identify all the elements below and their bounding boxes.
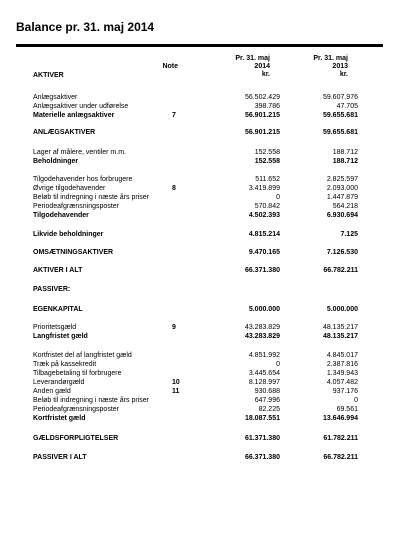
row-value-2013: 5.000.000 xyxy=(326,306,358,313)
row-value-2013: 59.607.976 xyxy=(322,94,358,101)
row-note: 9 xyxy=(172,324,176,331)
row-value-2013: 188.712 xyxy=(332,149,358,156)
row-value-2013: 47.705 xyxy=(336,103,358,110)
row-value-2014: 82.225 xyxy=(258,406,280,413)
row-value-2013: 48.135.217 xyxy=(322,333,358,340)
row-label: OMSÆTNINGSAKTIVER xyxy=(33,249,114,256)
row-value-2014: 398.786 xyxy=(254,103,280,110)
table-row xyxy=(33,202,373,211)
row-value-2014: 930.688 xyxy=(254,388,280,395)
table-row xyxy=(33,184,373,193)
row-value-2014: 5.000.000 xyxy=(248,306,280,313)
row-value-2013: 1.447.879 xyxy=(326,194,358,201)
row-value-2014: 66.371.380 xyxy=(244,454,280,461)
row-value-2014: 66.371.380 xyxy=(244,267,280,274)
row-label: PASSIVER I ALT xyxy=(33,454,87,461)
column-header-2014-line2: 2014 xyxy=(254,63,270,70)
column-header-2013-unit: kr. xyxy=(339,71,348,78)
table-row xyxy=(33,266,373,275)
row-label: Anlægsaktiver xyxy=(33,94,78,101)
row-value-2014: 3.419.899 xyxy=(248,185,280,192)
note-column-header: Note xyxy=(162,63,178,70)
table-row xyxy=(33,193,373,202)
row-value-2014: 56.901.215 xyxy=(244,129,280,136)
table-row xyxy=(33,248,373,257)
row-value-2014: 152.558 xyxy=(254,149,280,156)
row-value-2014: 0 xyxy=(276,194,280,201)
table-row xyxy=(33,332,373,341)
row-value-2013: 66.782.211 xyxy=(323,454,358,461)
row-value-2014: 511.652 xyxy=(255,176,280,183)
row-value-2014: 56.901.215 xyxy=(244,112,280,119)
column-header-2013-line2: 2013 xyxy=(332,63,348,70)
row-label: ANLÆGSAKTIVER xyxy=(33,129,96,136)
row-value-2013: 7.125 xyxy=(340,231,358,238)
row-label: Anlægsaktiver under udførelse xyxy=(33,103,129,110)
row-value-2014: 43.283.829 xyxy=(244,324,280,331)
row-label: Beløb til indregning i næste års priser xyxy=(33,194,149,201)
table-row xyxy=(33,396,373,405)
table-row xyxy=(33,211,373,220)
row-value-2013: 564.218 xyxy=(332,203,358,210)
table-row xyxy=(33,323,373,332)
row-label: Tilgodehavender xyxy=(33,212,89,219)
row-value-2013: 0 xyxy=(354,397,358,404)
row-value-2013: 69.561 xyxy=(336,406,358,413)
table-row xyxy=(33,453,373,462)
row-value-2013: 2.093.000 xyxy=(326,185,358,192)
table-row xyxy=(33,285,373,294)
row-value-2014: 8.128.997 xyxy=(248,379,280,386)
row-label: Anden gæld xyxy=(33,388,71,395)
row-label: PASSIVER: xyxy=(33,286,71,293)
row-value-2014: 4.815.214 xyxy=(248,231,280,238)
row-label: Tilgodehavender hos forbrugere xyxy=(33,176,133,183)
table-row xyxy=(33,305,373,314)
row-value-2014: 56.502.429 xyxy=(244,94,280,101)
row-value-2013: 1.349.943 xyxy=(326,370,358,377)
row-value-2013: 4.845.017 xyxy=(326,352,358,359)
row-value-2013: 61.782.211 xyxy=(323,435,358,442)
row-value-2013: 188.712 xyxy=(332,158,358,165)
table-row xyxy=(33,111,373,120)
row-value-2013: 48.135.217 xyxy=(322,324,358,331)
row-value-2014: 9.470.165 xyxy=(248,249,280,256)
section-heading-label: AKTIVER xyxy=(33,72,64,79)
row-value-2014: 647.996 xyxy=(254,397,280,404)
row-label: Materielle anlægsaktiver xyxy=(33,112,115,119)
row-value-2014: 4.851.992 xyxy=(248,352,280,359)
table-row xyxy=(33,230,373,239)
row-value-2014: 3.445.654 xyxy=(248,370,280,377)
row-value-2014: 43.283.829 xyxy=(244,333,280,340)
row-value-2013: 4.057.482 xyxy=(326,379,358,386)
table-row xyxy=(33,351,373,360)
row-note: 10 xyxy=(172,379,180,386)
row-value-2014: 570.842 xyxy=(254,203,280,210)
row-value-2013: 6.930.694 xyxy=(326,212,358,219)
table-row xyxy=(33,128,373,137)
row-value-2013: 937.176 xyxy=(332,388,358,395)
row-value-2014: 4.502.393 xyxy=(248,212,280,219)
row-label: Periodeafgrænsningsposter xyxy=(33,203,119,210)
row-value-2013: 7.126.530 xyxy=(326,249,358,256)
table-row xyxy=(33,157,373,166)
column-header-2014-unit: kr. xyxy=(261,71,270,78)
row-label: Beløb til indregning i næste års priser xyxy=(33,397,149,404)
row-value-2013: 59.655.681 xyxy=(322,112,358,119)
row-label: AKTIVER I ALT xyxy=(33,267,83,274)
table-row xyxy=(33,360,373,369)
row-label: Periodeafgrænsningsposter xyxy=(33,406,119,413)
table-row xyxy=(33,148,373,157)
table-row xyxy=(33,405,373,414)
row-label: Leverandørgæld xyxy=(33,379,85,386)
row-value-2013: 59.655.681 xyxy=(322,129,358,136)
row-label: Prioritetsgæld xyxy=(33,324,77,331)
row-label: EGENKAPITAL xyxy=(33,306,83,313)
row-value-2013: 2.825.597 xyxy=(326,176,358,183)
page-title: Balance pr. 31. maj 2014 xyxy=(16,20,155,34)
table-row xyxy=(33,387,373,396)
table-row xyxy=(33,434,373,443)
row-label: Beholdninger xyxy=(33,158,79,165)
table-row xyxy=(33,369,373,378)
row-value-2014: 0 xyxy=(276,361,280,368)
row-label: Langfristet gæld xyxy=(33,333,88,340)
table-row xyxy=(33,102,373,111)
row-value-2013: 2.387.816 xyxy=(326,361,358,368)
title-rule xyxy=(16,44,383,47)
row-label: Lager af målere, ventiler m.m. xyxy=(33,149,126,156)
row-value-2014: 61.371.380 xyxy=(244,435,280,442)
table-row xyxy=(33,414,373,423)
row-value-2013: 66.782.211 xyxy=(323,267,358,274)
row-label: Tilbagebetaling til forbrugere xyxy=(33,370,122,377)
section-heading-aktiver xyxy=(33,71,373,80)
table-row xyxy=(33,175,373,184)
table-row xyxy=(33,378,373,387)
row-value-2014: 18.087.551 xyxy=(244,415,280,422)
row-label: Øvrige tilgodehavender xyxy=(33,185,106,192)
row-label: Kortfristet del af langfristet gæld xyxy=(33,352,132,359)
row-value-2013: 13.646.994 xyxy=(322,415,358,422)
row-label: Kortfristet gæld xyxy=(33,415,86,422)
row-note: 8 xyxy=(172,185,176,192)
table-row xyxy=(33,93,373,102)
row-label: GÆLDSFORPLIGTELSER xyxy=(33,435,119,442)
row-value-2014: 152.558 xyxy=(254,158,280,165)
column-header-2014-line1: Pr. 31. maj xyxy=(235,55,270,62)
row-label: Træk på kassekredit xyxy=(33,361,97,368)
row-note: 7 xyxy=(172,112,176,119)
row-note: 11 xyxy=(172,388,180,395)
row-label: Likvide beholdninger xyxy=(33,231,104,238)
column-header-2013-line1: Pr. 31. maj xyxy=(313,55,348,62)
